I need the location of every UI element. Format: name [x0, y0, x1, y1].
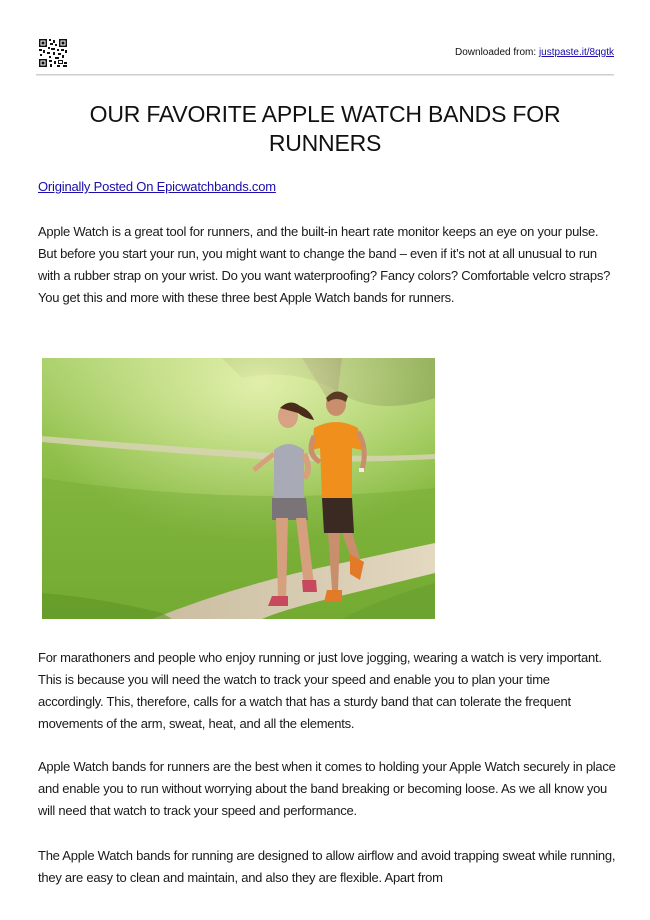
article-paragraph: Apple Watch bands for runners are the best when it comes to holding your Apple Watch securely in place and enable you to run without worrying about the band breaking or becoming loose. As we all know you will need that watch to track your speed and performance.	[38, 759, 616, 818]
download-source	[455, 47, 614, 58]
article-title: OUR FAVORITE APPLE WATCH BANDS FOR RUNNERS	[89, 101, 561, 156]
download-label: Downloaded from:	[455, 47, 539, 58]
header-divider	[36, 74, 614, 76]
article-paragraph: The Apple Watch bands for running are designed to allow airflow and avoid trapping sweat while running, they are easy to clean and maintain, and also they are flexible. Apart from	[38, 848, 616, 885]
qr-code-icon	[38, 38, 68, 68]
download-source-link[interactable]: justpaste.it/8qgtk	[538, 47, 614, 58]
page-header	[38, 38, 614, 70]
original-source-link[interactable]: Originally Posted On Epicwatchbands.com	[38, 179, 276, 194]
article-paragraph: For marathoners and people who enjoy running or just love jogging, wearing a watch is very important. This is because you will need the watch to track your speed and enable you to plan your time accordingly. This, therefore, calls for a watch that has a sturdy band that can tolerate the frequent movements of the arm, sweat, heat, and all the elements.	[38, 650, 602, 731]
runners-photo	[42, 358, 435, 619]
article-paragraph: Apple Watch is a great tool for runners, and the built-in heart rate monitor keeps an eye on your pulse. But before you start your run, you might want to change the band – even if it’s not at all unusual to run with a rubber strap on your wrist. Do you want waterproofing? Fancy colors? Comfortable velcro straps? You get this and more with these three best Apple Watch bands for runners.	[38, 224, 611, 305]
article-image	[42, 358, 435, 619]
